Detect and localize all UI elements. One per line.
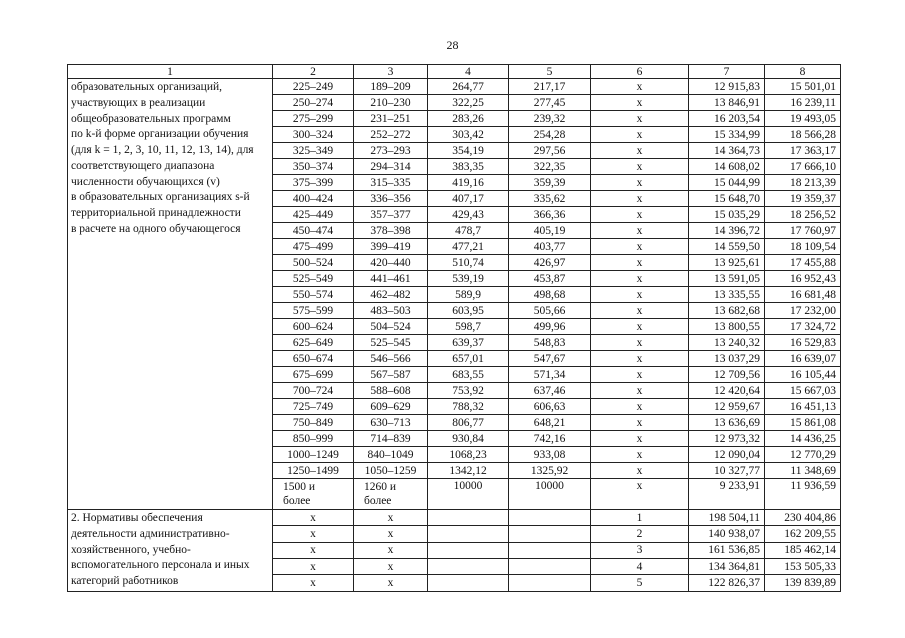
table-cell: 18 256,52 bbox=[765, 207, 841, 223]
table-cell: 450–474 bbox=[273, 223, 354, 239]
table-cell: 575–599 bbox=[273, 303, 354, 319]
table-cell: 210–230 bbox=[354, 95, 428, 111]
table-cell: 603,95 bbox=[428, 303, 509, 319]
table-cell: 639,37 bbox=[428, 335, 509, 351]
table-cell: 548,83 bbox=[509, 335, 591, 351]
table-cell: 350–374 bbox=[273, 159, 354, 175]
table-cell: 12 770,29 bbox=[765, 447, 841, 463]
table-cell: 525–549 bbox=[273, 271, 354, 287]
cell-line: более bbox=[364, 495, 392, 507]
table-cell: 648,21 bbox=[509, 415, 591, 431]
table-cell: 1000–1249 bbox=[273, 447, 354, 463]
table-cell bbox=[354, 479, 428, 510]
table-cell: 714–839 bbox=[354, 431, 428, 447]
table-cell: 11 936,59 bbox=[765, 479, 841, 510]
table-cell: х bbox=[591, 287, 689, 303]
table-cell: 1050–1259 bbox=[354, 463, 428, 479]
table-cell: 239,32 bbox=[509, 111, 591, 127]
table-cell: 13 636,69 bbox=[689, 415, 765, 431]
table-cell: 850–999 bbox=[273, 431, 354, 447]
table-cell: 700–724 bbox=[273, 383, 354, 399]
description-line: общеобразовательных программ bbox=[71, 112, 231, 125]
table-cell: х bbox=[591, 335, 689, 351]
table-cell: 16 639,07 bbox=[765, 351, 841, 367]
table-cell: 4 bbox=[591, 559, 689, 575]
table-cell: 277,45 bbox=[509, 95, 591, 111]
table-cell: 315–335 bbox=[354, 175, 428, 191]
table-cell: 420–440 bbox=[354, 255, 428, 271]
table-cell: 637,46 bbox=[509, 383, 591, 399]
table-cell: 453,87 bbox=[509, 271, 591, 287]
table-cell: х bbox=[273, 542, 354, 558]
table-cell: х bbox=[591, 143, 689, 159]
cell-line: 1260 и bbox=[364, 481, 397, 493]
table-cell: 294–314 bbox=[354, 159, 428, 175]
table-cell: х bbox=[273, 526, 354, 542]
table-cell: 13 846,91 bbox=[689, 95, 765, 111]
table-cell: 1325,92 bbox=[509, 463, 591, 479]
table-cell: х bbox=[591, 207, 689, 223]
description-line: (для k = 1, 2, 3, 10, 11, 12, 13, 14), для bbox=[71, 144, 254, 156]
table-cell: х bbox=[591, 479, 689, 510]
table-cell: 426,97 bbox=[509, 255, 591, 271]
table-cell: 19 359,37 bbox=[765, 191, 841, 207]
table-cell: 550–574 bbox=[273, 287, 354, 303]
table-cell: 478,7 bbox=[428, 223, 509, 239]
table-cell: 322,35 bbox=[509, 159, 591, 175]
table-cell: х bbox=[354, 542, 428, 558]
table-cell: 3 bbox=[591, 542, 689, 558]
table-cell: 185 462,14 bbox=[765, 542, 841, 558]
table-cell: 12 973,32 bbox=[689, 431, 765, 447]
table-cell: х bbox=[591, 127, 689, 143]
description-line: вспомогательного персонала и иных bbox=[71, 559, 250, 572]
table-cell: 588–608 bbox=[354, 383, 428, 399]
table-cell: 13 682,68 bbox=[689, 303, 765, 319]
description-line: численности обучающихся (v) bbox=[71, 175, 220, 188]
table-cell: 122 826,37 bbox=[689, 575, 765, 591]
table-row bbox=[68, 510, 841, 526]
table-cell: 606,63 bbox=[509, 399, 591, 415]
table-cell: 325–349 bbox=[273, 143, 354, 159]
table-cell: х bbox=[273, 510, 354, 526]
table-cell: 625–649 bbox=[273, 335, 354, 351]
table-cell: 16 529,83 bbox=[765, 335, 841, 351]
table-cell bbox=[428, 559, 509, 575]
table-cell: х bbox=[273, 575, 354, 591]
table-cell: 403,77 bbox=[509, 239, 591, 255]
table-cell: 425–449 bbox=[273, 207, 354, 223]
table-cell: 189–209 bbox=[354, 79, 428, 95]
table-cell: 15 861,08 bbox=[765, 415, 841, 431]
description-line: по k-й форме организации обучения bbox=[71, 128, 249, 141]
table-cell: 598,7 bbox=[428, 319, 509, 335]
table-cell: 483–503 bbox=[354, 303, 428, 319]
table-cell: 375–399 bbox=[273, 175, 354, 191]
table-cell: 16 239,11 bbox=[765, 95, 841, 111]
table-row bbox=[68, 79, 841, 95]
table-cell: 153 505,33 bbox=[765, 559, 841, 575]
table-cell: х bbox=[591, 111, 689, 127]
section2-description bbox=[68, 510, 273, 592]
cell-line: более bbox=[283, 495, 311, 507]
table-cell: х bbox=[591, 463, 689, 479]
header-cell: 8 bbox=[765, 65, 841, 79]
table-cell: 303,42 bbox=[428, 127, 509, 143]
table-cell: 12 709,56 bbox=[689, 367, 765, 383]
table-cell: 15 648,70 bbox=[689, 191, 765, 207]
table-cell: 264,77 bbox=[428, 79, 509, 95]
table-cell: 12 915,83 bbox=[689, 79, 765, 95]
table-cell: х bbox=[591, 319, 689, 335]
table-cell: 335,62 bbox=[509, 191, 591, 207]
table-cell: 1068,23 bbox=[428, 447, 509, 463]
table-cell: 650–674 bbox=[273, 351, 354, 367]
table-cell: 225–249 bbox=[273, 79, 354, 95]
table-cell: 750–849 bbox=[273, 415, 354, 431]
table-cell: 1250–1499 bbox=[273, 463, 354, 479]
table-cell: х bbox=[591, 447, 689, 463]
table-cell: 17 232,00 bbox=[765, 303, 841, 319]
table-cell: 477,21 bbox=[428, 239, 509, 255]
table-cell: 162 209,55 bbox=[765, 526, 841, 542]
table-cell: 14 559,50 bbox=[689, 239, 765, 255]
description-line: 2. Нормативы обеспечения bbox=[71, 512, 203, 524]
table-cell: 609–629 bbox=[354, 399, 428, 415]
table-cell: х bbox=[591, 303, 689, 319]
table-cell: 17 363,17 bbox=[765, 143, 841, 159]
table-cell: 378–398 bbox=[354, 223, 428, 239]
table-cell: 13 800,55 bbox=[689, 319, 765, 335]
table-cell: 400–424 bbox=[273, 191, 354, 207]
table-cell bbox=[428, 526, 509, 542]
table-cell: 510,74 bbox=[428, 255, 509, 271]
table-cell: 10000 bbox=[428, 479, 509, 510]
table-cell: х bbox=[591, 367, 689, 383]
table-cell: 547,67 bbox=[509, 351, 591, 367]
table-cell: 13 591,05 bbox=[689, 271, 765, 287]
table-cell: 15 044,99 bbox=[689, 175, 765, 191]
table-cell: 16 681,48 bbox=[765, 287, 841, 303]
table-cell: 161 536,85 bbox=[689, 542, 765, 558]
table-cell: 14 608,02 bbox=[689, 159, 765, 175]
table-cell: х bbox=[591, 415, 689, 431]
table-cell: 14 396,72 bbox=[689, 223, 765, 239]
table-cell: 17 455,88 bbox=[765, 255, 841, 271]
table-cell: х bbox=[273, 559, 354, 575]
table-cell: 499,96 bbox=[509, 319, 591, 335]
table-cell bbox=[509, 542, 591, 558]
table-cell: 139 839,89 bbox=[765, 575, 841, 591]
table-cell: 16 105,44 bbox=[765, 367, 841, 383]
table-cell: 12 420,64 bbox=[689, 383, 765, 399]
table-cell: х bbox=[591, 351, 689, 367]
table-cell: 500–524 bbox=[273, 255, 354, 271]
table-cell: 18 566,28 bbox=[765, 127, 841, 143]
table-cell: 15 501,01 bbox=[765, 79, 841, 95]
table-cell: 657,01 bbox=[428, 351, 509, 367]
table-cell: 18 109,54 bbox=[765, 239, 841, 255]
table-cell: х bbox=[591, 175, 689, 191]
table-cell: х bbox=[591, 399, 689, 415]
description-line: в расчете на одного обучающегося bbox=[71, 222, 241, 235]
table-cell: 15 035,29 bbox=[689, 207, 765, 223]
table-cell: 399–419 bbox=[354, 239, 428, 255]
table-cell: 217,17 bbox=[509, 79, 591, 95]
header-cell: 7 bbox=[689, 65, 765, 79]
table-cell: 840–1049 bbox=[354, 447, 428, 463]
table-cell: 15 334,99 bbox=[689, 127, 765, 143]
table-cell: 539,19 bbox=[428, 271, 509, 287]
table-cell: 15 667,03 bbox=[765, 383, 841, 399]
table-cell bbox=[509, 526, 591, 542]
table-cell: х bbox=[591, 223, 689, 239]
table-cell: 283,26 bbox=[428, 111, 509, 127]
table-cell: 322,25 bbox=[428, 95, 509, 111]
table-cell: 254,28 bbox=[509, 127, 591, 143]
table-cell: 16 203,54 bbox=[689, 111, 765, 127]
description-line: категорий работников bbox=[71, 575, 179, 587]
table-cell: 429,43 bbox=[428, 207, 509, 223]
table-cell: 683,55 bbox=[428, 367, 509, 383]
table-cell: 13 037,29 bbox=[689, 351, 765, 367]
table-cell bbox=[428, 575, 509, 591]
table-cell: х bbox=[354, 575, 428, 591]
description-line: соответствующего диапазона bbox=[71, 159, 215, 172]
table-cell: 405,19 bbox=[509, 223, 591, 239]
table-cell: 359,39 bbox=[509, 175, 591, 191]
table-cell: 17 324,72 bbox=[765, 319, 841, 335]
table-cell: 16 952,43 bbox=[765, 271, 841, 287]
table-cell: 1342,12 bbox=[428, 463, 509, 479]
table-cell: 17 666,10 bbox=[765, 159, 841, 175]
header-cell: 1 bbox=[68, 65, 273, 79]
table-cell: 275–299 bbox=[273, 111, 354, 127]
table-cell: 675–699 bbox=[273, 367, 354, 383]
description-line: в образовательных организациях s-й bbox=[71, 191, 250, 204]
table-cell: 18 213,39 bbox=[765, 175, 841, 191]
description-line: хозяйственного, учебно- bbox=[71, 543, 191, 556]
table-cell: 546–566 bbox=[354, 351, 428, 367]
table-cell: х bbox=[591, 95, 689, 111]
cell-line: 1500 и bbox=[283, 481, 316, 493]
table-cell: 300–324 bbox=[273, 127, 354, 143]
table-cell bbox=[428, 510, 509, 526]
table-cell: 9 233,91 bbox=[689, 479, 765, 510]
table-cell: 297,56 bbox=[509, 143, 591, 159]
table-cell: 630–713 bbox=[354, 415, 428, 431]
header-cell: 3 bbox=[354, 65, 428, 79]
table-cell: 273–293 bbox=[354, 143, 428, 159]
table-cell: 725–749 bbox=[273, 399, 354, 415]
table-cell: 10000 bbox=[509, 479, 591, 510]
table-cell bbox=[273, 479, 354, 510]
table-cell: 525–545 bbox=[354, 335, 428, 351]
page-number: 28 bbox=[446, 38, 459, 52]
table-cell: 788,32 bbox=[428, 399, 509, 415]
table-cell: 571,34 bbox=[509, 367, 591, 383]
table-cell: 12 090,04 bbox=[689, 447, 765, 463]
table-cell: 231–251 bbox=[354, 111, 428, 127]
table-cell: 5 bbox=[591, 575, 689, 591]
table-cell: 140 938,07 bbox=[689, 526, 765, 542]
table-cell bbox=[428, 542, 509, 558]
table-cell: 753,92 bbox=[428, 383, 509, 399]
table-cell: 11 348,69 bbox=[765, 463, 841, 479]
table-cell: 250–274 bbox=[273, 95, 354, 111]
description-line: образовательных организаций, bbox=[71, 81, 222, 93]
table-cell: 441–461 bbox=[354, 271, 428, 287]
table-cell: 10 327,77 bbox=[689, 463, 765, 479]
description-line: территориальной принадлежности bbox=[71, 207, 241, 219]
header-cell: 5 bbox=[509, 65, 591, 79]
table-cell: 16 451,13 bbox=[765, 399, 841, 415]
table-cell: х bbox=[591, 239, 689, 255]
table-cell: 504–524 bbox=[354, 319, 428, 335]
table-cell bbox=[509, 559, 591, 575]
table-cell: 13 335,55 bbox=[689, 287, 765, 303]
table-cell: 198 504,11 bbox=[689, 510, 765, 526]
table-cell: 589,9 bbox=[428, 287, 509, 303]
table-cell: х bbox=[354, 559, 428, 575]
table-cell: х bbox=[591, 271, 689, 287]
table-cell: 742,16 bbox=[509, 431, 591, 447]
table-cell: 14 364,73 bbox=[689, 143, 765, 159]
table-cell: х bbox=[591, 383, 689, 399]
table-cell: 14 436,25 bbox=[765, 431, 841, 447]
table-cell: 13 925,61 bbox=[689, 255, 765, 271]
table-cell: х bbox=[591, 431, 689, 447]
table-cell: 354,19 bbox=[428, 143, 509, 159]
table-cell: х bbox=[354, 510, 428, 526]
table-cell: 134 364,81 bbox=[689, 559, 765, 575]
description-line: участвующих в реализации bbox=[71, 96, 206, 109]
table-cell: 407,17 bbox=[428, 191, 509, 207]
table-cell: 505,66 bbox=[509, 303, 591, 319]
table-cell: х bbox=[591, 159, 689, 175]
header-cell: 4 bbox=[428, 65, 509, 79]
table-cell bbox=[509, 575, 591, 591]
table-cell: 475–499 bbox=[273, 239, 354, 255]
table-cell: 806,77 bbox=[428, 415, 509, 431]
table-cell: 383,35 bbox=[428, 159, 509, 175]
table-cell: х bbox=[591, 79, 689, 95]
table-cell: 19 493,05 bbox=[765, 111, 841, 127]
normatives-table bbox=[67, 64, 841, 592]
table-cell: 462–482 bbox=[354, 287, 428, 303]
table-cell bbox=[509, 510, 591, 526]
table-cell: 357–377 bbox=[354, 207, 428, 223]
table-cell: 366,36 bbox=[509, 207, 591, 223]
table-cell: 252–272 bbox=[354, 127, 428, 143]
section1-description bbox=[68, 79, 273, 510]
table-cell: 230 404,86 bbox=[765, 510, 841, 526]
table-cell: 1 bbox=[591, 510, 689, 526]
header-cell: 6 bbox=[591, 65, 689, 79]
header-row bbox=[68, 65, 841, 79]
table-cell: х bbox=[354, 526, 428, 542]
table-cell: 419,16 bbox=[428, 175, 509, 191]
table-cell: 2 bbox=[591, 526, 689, 542]
description-line: деятельности административно- bbox=[71, 527, 230, 540]
table-cell: 930,84 bbox=[428, 431, 509, 447]
table-cell: 933,08 bbox=[509, 447, 591, 463]
table-cell: х bbox=[591, 191, 689, 207]
table-cell: 498,68 bbox=[509, 287, 591, 303]
table-cell: 17 760,97 bbox=[765, 223, 841, 239]
table-cell: 567–587 bbox=[354, 367, 428, 383]
table-cell: 600–624 bbox=[273, 319, 354, 335]
table-cell: 13 240,32 bbox=[689, 335, 765, 351]
table-cell: 12 959,67 bbox=[689, 399, 765, 415]
header-cell: 2 bbox=[273, 65, 354, 79]
table-cell: 336–356 bbox=[354, 191, 428, 207]
table-cell: х bbox=[591, 255, 689, 271]
